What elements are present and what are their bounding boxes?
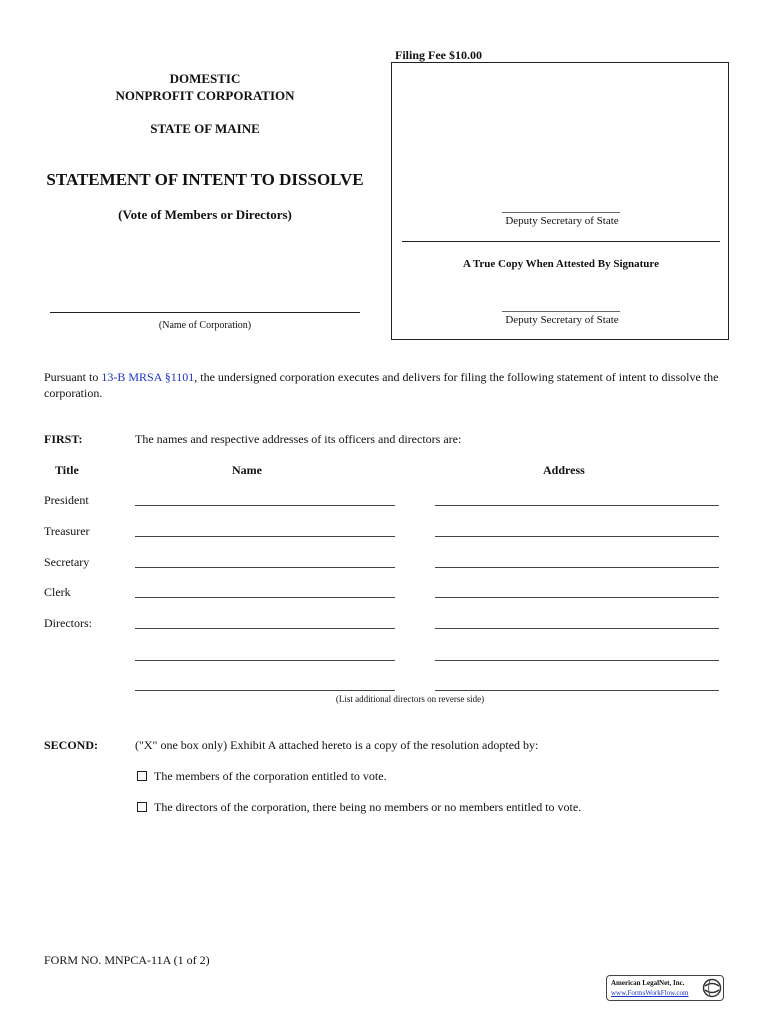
deputy-label-2: Deputy Secretary of State <box>505 314 619 326</box>
option-members-label: The members of the corporation entitled to vote. <box>154 769 387 783</box>
director-3-name-field[interactable] <box>135 690 395 691</box>
header-line-domestic: DOMESTIC <box>169 71 241 86</box>
role-clerk: Clerk <box>44 585 71 599</box>
president-name-field[interactable] <box>135 505 395 506</box>
true-copy-label: A True Copy When Attested By Signature <box>463 258 659 270</box>
deputy-label-1: Deputy Secretary of State <box>505 215 619 227</box>
corporation-name-caption: (Name of Corporation) <box>158 320 252 331</box>
globe-icon <box>702 978 722 998</box>
intro-paragraph <box>44 369 734 401</box>
role-president: President <box>44 493 89 507</box>
official-use-box <box>391 62 729 340</box>
role-secretary: Secretary <box>44 555 90 569</box>
header-line-nonprofit: NONPROFIT CORPORATION <box>115 88 295 103</box>
president-address-field[interactable] <box>435 505 719 506</box>
deputy-signature-line-2 <box>502 311 620 312</box>
col-header-name: Name <box>232 463 262 477</box>
intro-suffix: , the undersigned corporation executes and delivers for filing the following statement of intent to dissolve the corporation. <box>44 370 719 400</box>
director-3-address-field[interactable] <box>435 690 719 691</box>
box-divider <box>402 241 720 242</box>
director-2-address-field[interactable] <box>435 660 719 661</box>
statute-link[interactable]: 13-B MRSA §1101 <box>101 370 195 384</box>
corporation-name-line[interactable] <box>50 312 360 313</box>
header-state: STATE OF MAINE <box>150 121 260 136</box>
treasurer-name-field[interactable] <box>135 536 395 537</box>
deputy-signature-line-1 <box>502 212 620 213</box>
form-number: FORM NO. MNPCA-11A (1 of 2) <box>44 953 210 967</box>
intro-prefix: Pursuant to <box>44 370 102 384</box>
director-2-name-field[interactable] <box>135 660 395 661</box>
option-directors-label: The directors of the corporation, there being no members or no members entitled to vote. <box>154 800 582 814</box>
secretary-address-field[interactable] <box>435 567 719 568</box>
clerk-address-field[interactable] <box>435 597 719 598</box>
option-members <box>137 769 387 784</box>
page-subtitle: (Vote of Members or Directors) <box>118 207 292 222</box>
director-1-address-field[interactable] <box>435 628 719 629</box>
col-header-address: Address <box>543 463 585 477</box>
members-checkbox[interactable] <box>137 771 147 781</box>
directors-checkbox[interactable] <box>137 802 147 812</box>
role-directors: Directors: <box>44 616 92 630</box>
first-text: The names and respective addresses of its officers and directors are: <box>135 432 462 446</box>
page-title: STATEMENT OF INTENT TO DISSOLVE <box>46 170 364 189</box>
logo-company: American LegalNet, Inc. <box>611 979 685 987</box>
treasurer-address-field[interactable] <box>435 536 719 537</box>
second-label: SECOND: <box>44 738 99 752</box>
role-treasurer: Treasurer <box>44 524 90 538</box>
logo-url[interactable]: www.FormsWorkFlow.com <box>611 989 689 997</box>
director-1-name-field[interactable] <box>135 628 395 629</box>
clerk-name-field[interactable] <box>135 597 395 598</box>
filing-fee: Filing Fee $10.00 <box>395 48 482 62</box>
additional-directors-note: (List additional directors on reverse side) <box>335 694 485 704</box>
first-label: FIRST: <box>44 432 83 446</box>
secretary-name-field[interactable] <box>135 567 395 568</box>
option-directors <box>137 800 581 815</box>
col-header-title: Title <box>55 463 79 477</box>
second-text: ("X" one box only) Exhibit A attached hereto is a copy of the resolution adopted by: <box>135 738 539 752</box>
publisher-logo <box>606 975 724 1001</box>
